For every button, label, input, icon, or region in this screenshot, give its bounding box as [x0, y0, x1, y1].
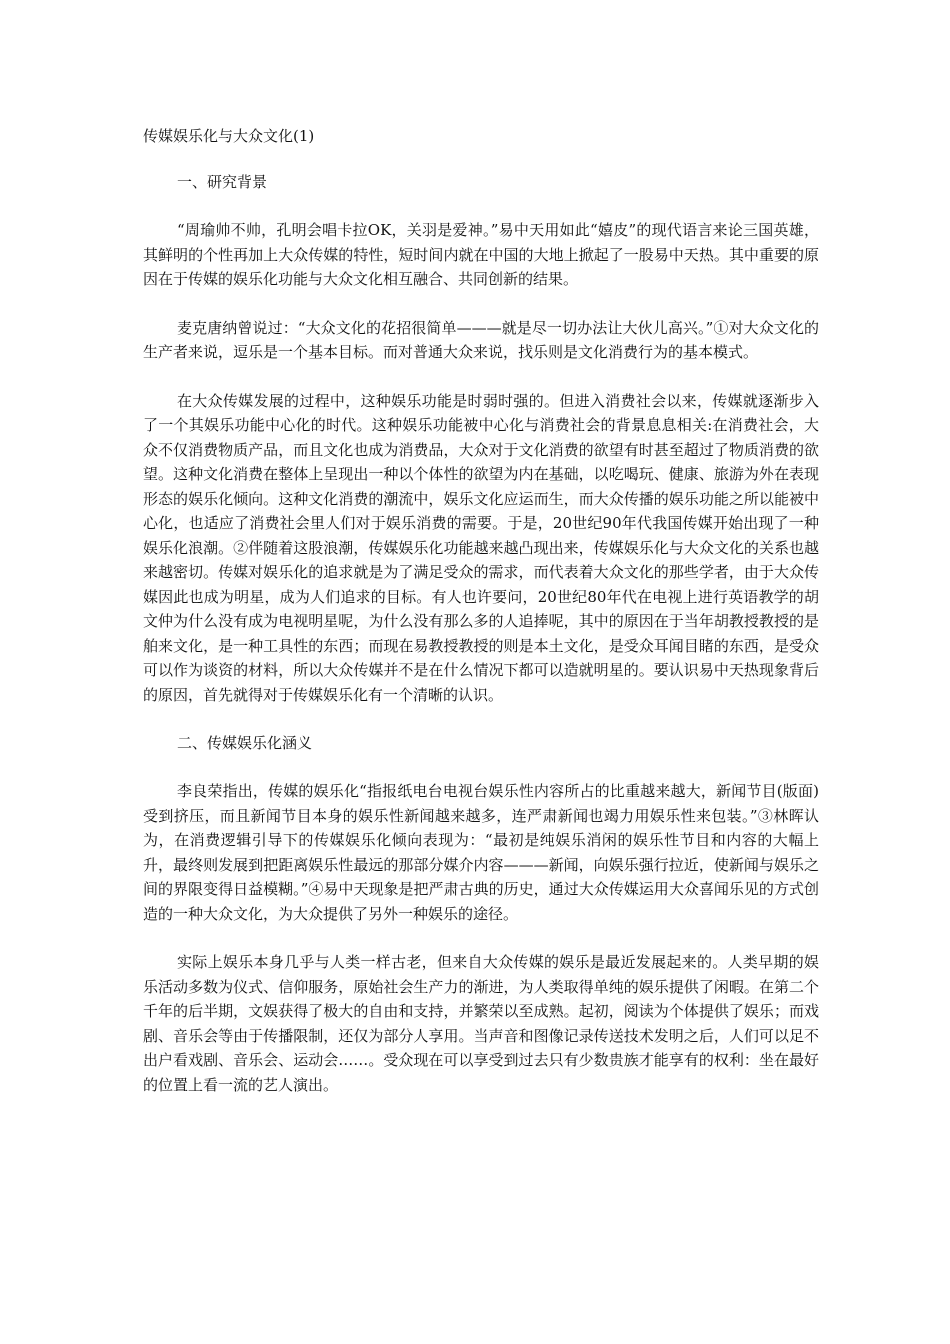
paragraph: 李良荣指出，传媒的娱乐化“指报纸电台电视台娱乐性内容所占的比重越来越大，新闻节目(版面)受到挤压，而且新闻节目本身的娱乐性新闻越来越多，连严肃新闻也竭力用娱乐性来包装。”③林晖认为，在消费逻辑引导下的传媒娱乐化倾向表现为：“最初是纯娱乐消闲的娱乐性节目和内容的大幅上升，最终则发展到把距离娱乐性最远的那部分媒介内容———新闻，向娱乐强行拉近，使新闻与娱乐之间的界限变得日益模糊。”④易中天现象是把严肃古典的历史，通过大众传媒运用大众喜闻乐见的方式创造的一种大众文化，为大众提供了另外一种娱乐的途径。	[143, 782, 819, 923]
paragraph: 麦克唐纳曾说过：“大众文化的花招很简单———就是尽一切办法让大伙儿高兴。”①对大众文化的生产者来说，逗乐是一个基本目标。而对普通大众来说，找乐则是文化消费行为的基本模式。	[143, 318, 819, 361]
paragraph: 在大众传媒发展的过程中，这种娱乐功能是时弱时强的。但进入消费社会以来，传媒就逐渐步入了一个其娱乐功能中心化的时代。这种娱乐功能被中心化与消费社会的背景息息相关:在消费社会，大众不仅消费物质产品，而且文化也成为消费品，大众对于文化消费的欲望有时甚至超过了物质消费的欲望。这种文化消费在整体上呈现出一种以个体性的欲望为内在基础，以吃喝玩、健康、旅游为外在表现形态的娱乐化倾向。这种文化消费的潮流中，娱乐文化应运而生，而大众传播的娱乐功能之所以能被中心化，也适应了消费社会里人们对于娱乐消费的需要。于是，20世纪90年代我国传媒开始出现了一种娱乐化浪潮。②伴随着这股浪潮，传媒娱乐化功能越来越凸现出来，传媒娱乐化与大众文化的关系也越来越密切。传媒对娱乐化的追求就是为了满足受众的需求，而代表着大众文化的那些学者，由于大众传媒因此也成为明星，成为人们追求的目标。有人也许要问，20世纪80年代在电视上进行英语教学的胡文仲为什么没有成为电视明星呢，为什么没有那么多的人追捧呢，其中的原因在于当年胡教授教授的是舶来文化，是一种工具性的东西；而现在易教授教授的则是本土文化，是受众耳闻目睹的东西，是受众可以作为谈资的材料，所以大众传媒并不是在什么情况下都可以造就明星的。要认识易中天热现象背后的原因，首先就得对于传媒娱乐化有一个清晰的认识。	[143, 391, 819, 704]
document-page	[143, 124, 819, 1121]
document-title: 传媒娱乐化与大众文化(1)	[143, 127, 315, 145]
section-research-background	[143, 170, 819, 707]
section-heading: 二、传媒娱乐化涵义	[177, 734, 313, 752]
paragraph: “周瑜帅不帅，孔明会唱卡拉OK，关羽是爱神。”易中天用如此“嬉皮”的现代语言来论三国英雄，其鲜明的个性再加上大众传媒的特性，短时间内就在中国的大地上掀起了一股易中天热。其中重要的原因在于传媒的娱乐化功能与大众文化相互融合、共同创新的结果。	[143, 221, 819, 288]
section-media-entertainment-meaning	[143, 731, 819, 1097]
section-heading: 一、研究背景	[177, 173, 268, 191]
paragraph: 实际上娱乐本身几乎与人类一样古老，但来自大众传媒的娱乐是最近发展起来的。人类早期的娱乐活动多数为仪式、信仰服务，原始社会生产力的渐进，为人类取得单纯的娱乐提供了闲暇。在第二个千年的后半期，文娱获得了极大的自由和支持，并繁荣以至成熟。起初，阅读为个体提供了娱乐；而戏剧、音乐会等由于传播限制，还仅为部分人享用。当声音和图像记录传送技术发明之后，人们可以足不出户看戏剧、音乐会、运动会……。受众现在可以享受到过去只有少数贵族才能享有的权利：坐在最好的位置上看一流的艺人演出。	[143, 953, 819, 1094]
